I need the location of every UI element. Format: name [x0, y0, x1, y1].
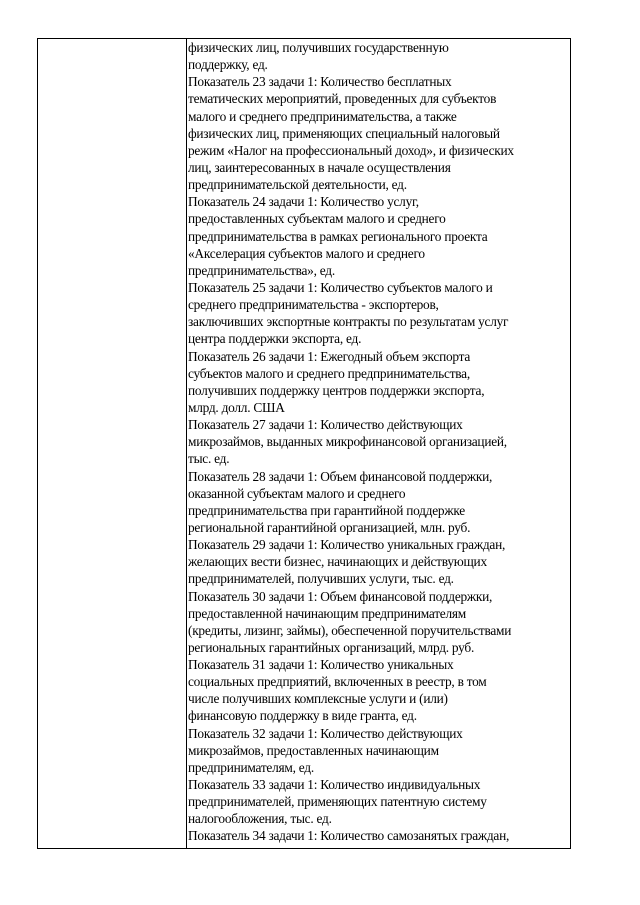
indicator-text-line: предпринимательства», ед. — [188, 262, 335, 278]
indicator-text-line: Показатель 29 задачи 1: Количество уникальных граждан, — [188, 537, 506, 553]
indicator-text-line: предпринимательской деятельности, ед. — [188, 177, 407, 193]
indicator-text-line: малого и среднего предпринимательства, а также — [188, 108, 457, 124]
indicator-text-line: тематических мероприятий, проведенных для субъектов — [188, 91, 497, 107]
indicator-text-line: заключивших экспортные контракты по результатам услуг — [188, 314, 509, 330]
indicator-text-line: Показатель 31 задачи 1: Количество уникальных — [188, 657, 454, 673]
indicator-text-line: финансовую поддержку в виде гранта, ед. — [188, 708, 417, 724]
indicator-text-line: Показатель 30 задачи 1: Объем финансовой поддержки, — [188, 588, 493, 604]
indicator-text-line: предоставленной начинающим предпринимателям — [188, 605, 466, 621]
indicator-text-line: млрд. долл. США — [188, 399, 285, 415]
indicator-text-line: Показатель 26 задачи 1: Ежегодный объем экспорта — [188, 348, 471, 364]
indicator-text-line: тыс. ед. — [188, 451, 230, 467]
indicator-text-line: субъектов малого и среднего предпринимательства, — [188, 365, 470, 381]
indicator-text-line: Показатель 32 задачи 1: Количество действующих — [188, 725, 463, 741]
indicator-text-line: лиц, заинтересованных в начале осуществления — [188, 159, 451, 175]
indicator-text-line: центра поддержки экспорта, ед. — [188, 331, 362, 347]
table-left-cell — [38, 39, 187, 848]
indicator-text-line: режим «Налог на профессиональный доход», и физических — [188, 142, 514, 158]
indicator-text-line: предпринимательства в рамках регионального проекта — [188, 228, 488, 244]
indicator-text-line: налогообложения, тыс. ед. — [188, 811, 332, 827]
indicator-text-line: «Акселерация субъектов малого и среднего — [188, 245, 425, 261]
indicator-text-line: поддержку, ед. — [188, 57, 268, 73]
indicator-text-line: микрозаймов, выданных микрофинансовой организацией, — [188, 434, 507, 450]
indicator-text-line: желающих вести бизнес, начинающих и действующих — [188, 554, 487, 570]
indicator-text-line: предпринимательства при гарантийной поддержке — [188, 502, 465, 518]
table-right-cell — [187, 39, 570, 848]
indicator-text-line: предпринимателей, получивших услуги, тыс. ед. — [188, 571, 454, 587]
indicator-text-line: Показатель 34 задачи 1: Количество самозанятых граждан, — [188, 828, 510, 844]
indicator-text-line: Показатель 33 задачи 1: Количество индивидуальных — [188, 777, 481, 793]
indicator-text-line: предпринимателей, применяющих патентную систему — [188, 794, 487, 810]
indicator-text-line: предоставленных субъектам малого и среднего — [188, 211, 446, 227]
indicator-text-line: региональных гарантийных организаций, млрд. руб. — [188, 639, 475, 655]
indicator-text-line: Показатель 27 задачи 1: Количество действующих — [188, 417, 463, 433]
indicator-text-line: оказанной субъектам малого и среднего — [188, 485, 406, 501]
indicator-text-line: региональной гарантийной организацией, млн. руб. — [188, 519, 471, 535]
indicator-text-line: (кредиты, лизинг, займы), обеспеченной поручительствами — [188, 622, 512, 638]
indicator-text-line: среднего предпринимательства - экспортеров, — [188, 297, 439, 313]
indicator-text-line: Показатель 28 задачи 1: Объем финансовой поддержки, — [188, 468, 493, 484]
indicator-text-line: предпринимателям, ед. — [188, 759, 314, 775]
indicator-text-line: получивших поддержку центров поддержки экспорта, — [188, 382, 485, 398]
indicator-text-line: социальных предприятий, включенных в реестр, в том — [188, 674, 487, 690]
indicator-text-line: числе получивших комплексные услуги и (или) — [188, 691, 448, 707]
indicator-text-line: микрозаймов, предоставленных начинающим — [188, 742, 439, 758]
indicator-text-line: Показатель 23 задачи 1: Количество бесплатных — [188, 74, 452, 90]
indicator-text-line: физических лиц, получивших государственную — [188, 40, 449, 55]
indicator-text-line: физических лиц, применяющих специальный налоговый — [188, 125, 500, 141]
document-table — [37, 38, 571, 849]
indicator-text-line: Показатель 24 задачи 1: Количество услуг, — [188, 194, 419, 210]
indicator-text-line: Показатель 25 задачи 1: Количество субъектов малого и — [188, 279, 493, 295]
